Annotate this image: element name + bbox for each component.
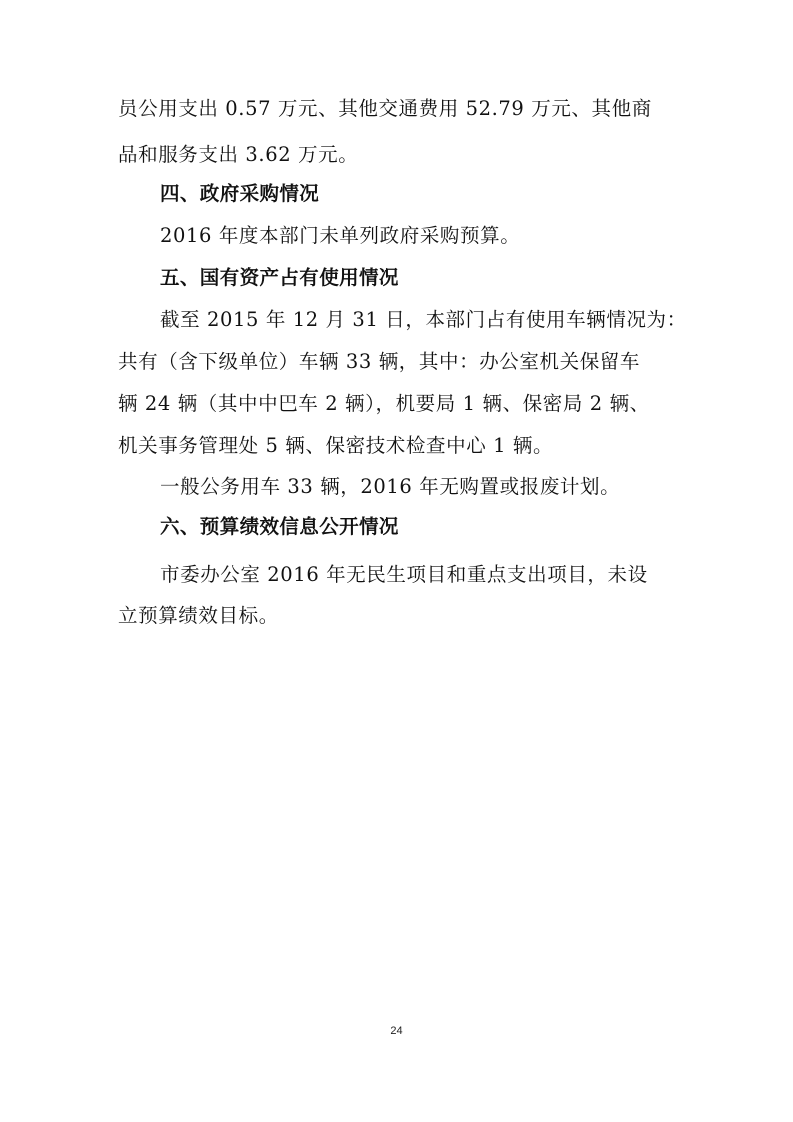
paragraph-line: 机关事务管理处 5 辆、保密技术检查中心 1 辆。 [118, 434, 554, 457]
paragraph-line: 2016 年度本部门未单列政府采购预算。 [160, 224, 521, 247]
section-heading-procurement: 四、政府采购情况 [160, 182, 320, 205]
paragraph-line: 立预算绩效目标。 [118, 604, 279, 627]
paragraph-line: 共有（含下级单位）车辆 33 辆，其中：办公室机关保留车 [118, 350, 641, 373]
paragraph-line: 一般公务用车 33 辆，2016 年无购置或报废计划。 [160, 475, 621, 498]
page-number: 24 [390, 1025, 403, 1037]
section-heading-assets: 五、国有资产占有使用情况 [160, 266, 399, 289]
paragraph-line: 员公用支出 0.57 万元、其他交通费用 52.79 万元、其他商 [118, 97, 652, 120]
paragraph-line: 辆 24 辆（其中中巴车 2 辆），机要局 1 辆、保密局 2 辆、 [118, 392, 650, 415]
section-heading-performance: 六、预算绩效信息公开情况 [160, 515, 399, 538]
paragraph-line: 品和服务支出 3.62 万元。 [118, 143, 359, 166]
paragraph-line: 截至 2015 年 12 月 31 日，本部门占有使用车辆情况为： [160, 308, 687, 331]
paragraph-line: 市委办公室 2016 年无民生项目和重点支出项目，未设 [160, 563, 648, 586]
